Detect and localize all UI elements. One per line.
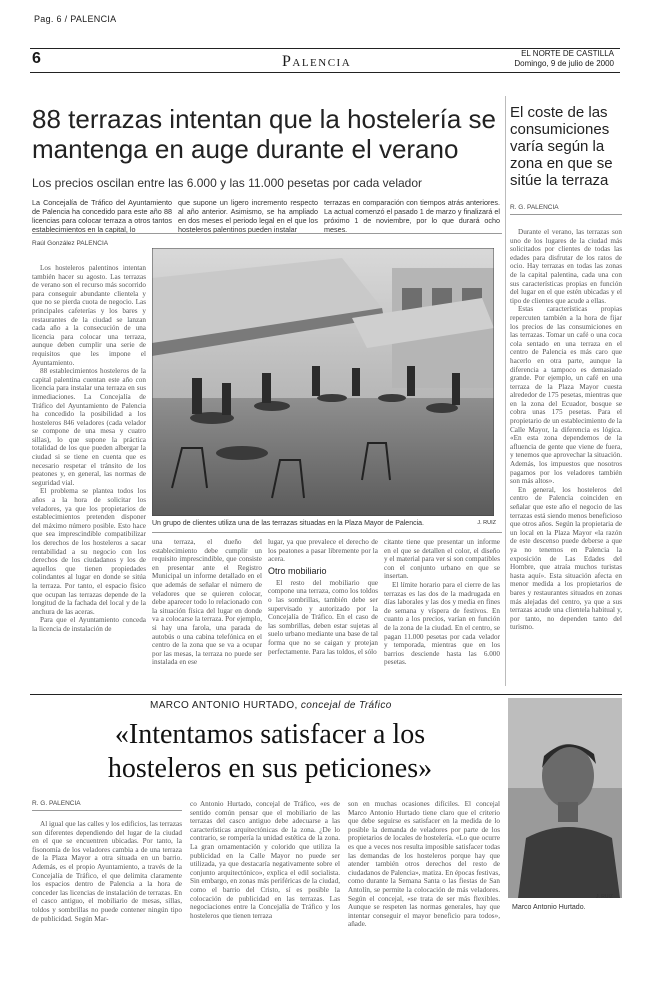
sidebar-body bbox=[510, 228, 622, 688]
article-byline: Raúl González PALENCIA bbox=[32, 240, 109, 247]
article-col-2 bbox=[152, 538, 262, 688]
lead-rule bbox=[32, 233, 502, 234]
article-col-3 bbox=[268, 538, 378, 688]
interview-paragraph: co Antonio Hurtado, concejal de Tráfico, «es de sentido común pensar que el mobiliario de las terrazas del casco antiguo debe adecuarse a las características arquitectónicas de la zona. ¿De lo contrario, se rompería la unidad estética de la zona. La gran ornamentación y colorido que utiliza la publicidad en la Calle Mayor no puede ser utilizada, ya que destacaría negativamente sobre el conjunto arquitectónico», explica el edil socialista. Sin embargo, en zonas más periféricas de la ciudad, como el barrio del Cristo, sí es posible la colocación de publicidad en las terrazas. Las negociaciones entre la Concejalía de Tráfico y los hosteleros que tienen terraza bbox=[190, 800, 340, 920]
terrace-photo bbox=[152, 248, 494, 516]
interview-rule bbox=[30, 694, 622, 695]
col3-paragraph: El resto del mobiliario que compone una terraza, como los toldos o las sombrillas, también debe ser supervisado y autorizado por la Concejalía de Tráfico. En el caso de las sombrillas, deben estar sujetas al suelo urbano mediante una base de tal forma que no se caigan y protejan perfectamente. Para las toldos, el sólo bbox=[268, 578, 378, 656]
sidebar-paragraph: En general, los hosteleros del centro de Palencia coinciden en señalar que este año el negocio de las terrazas está siendo menos beneficioso que otros años. Según la propietaria de un local en la Plaza Mayor «la razón de este descenso puede deberse a que ya no tenemos en Palencia la exposición de Las Edades del Hombre, que atraía muchos turistas hasta aquí». Esta situación afecta en menor medida a los propietarios de bares y restaurantes situados en zonas más alejadas del centro, ya que a sus terrazas acude una clientela habitual y, por tanto, no dependen tanto del turismo. bbox=[510, 485, 622, 632]
interview-heading bbox=[150, 700, 392, 711]
photo-credit: J. RUIZ bbox=[477, 520, 496, 526]
sidebar-divider bbox=[505, 96, 506, 686]
interview-col-3 bbox=[348, 800, 500, 996]
col2-paragraph: una terraza, el dueño del establecimiento debe cumplir un requisito imprescindible, que consiste en presentar ante el Registro Municipal un informe detallado en el que además de señalar el número de veladores que se quieren colocar, debe aparecer todo lo relacionado con la situación física del lugar en donde va a colocarse la terraza. Por ejemplo, si hay una farola, una parada de autobús o una cabina telefónica en el centro de la zona que se va a ocupar por las mesas, la terraza no puede ser instalada en ese bbox=[152, 538, 262, 667]
header-rule-bottom bbox=[30, 72, 620, 73]
col4-paragraph: El límite horario para el cierre de las terrazas es las dos de la madrugada en días laborales y las dos y media en fines de semana y víspera de festivos. En cuanto a los precios, varían en función de la zona de la ciudad. En el centro, se pagan 11.000 pesetas por cada velador y temporada, mientras que en los barrios desciende hasta las 6.000 pesetas. bbox=[384, 580, 500, 667]
caption-rule bbox=[152, 532, 502, 533]
lead-col-2: que supone un ligero incremento respecto al año anterior. Asimismo, se ha ampliado en dos meses el periodo legal en el que los hosteleros palentinos pueden instalar bbox=[178, 198, 318, 234]
col1-paragraph: El problema se plantea todos los años a la hora de solicitar los veladores, ya que los propietarios de establecimientos pretenden disponer del máximo número posible. Esto hace que sea imprescindible compatibilizar los derechos de los hosteleros a sacar rentabilidad a su negocio con los derechos de los ciudadanos y los de aquellos que tienen propiedades colindantes al lugar en donde se sitúa la terraza. Por tanto, el espacio físico que ocupan las terrazas depende de la longitud de la fachada del local y de la anchura de las aceras. bbox=[32, 487, 146, 616]
sidebar-paragraph: Estas características propias repercuten también a la hora de fijar los precios de las consumiciones en las terrazas. Tomar un café o una coca cola sentado en una terraza en el centro de Palencia es más caro que hacerlo en otra parte, aunque la diferencia a tampoco es demasiado grande. Por ejemplo, un café en una terraza de la Plaza Mayor cuesta alrededor de 175 pesetas, mientras que en la zona del Ecuador, bosque se cobra unas 175 pesetas. Para el propietario de un establecimiento de la Calle Mayor, la diferencia es lógica. «En esta zona dependemos de la afluencia de gente que viene de fuera, y tenemos que aprovechar la situación. Además, los impuestos que nosotros pagamos por los veladores también son más altos». bbox=[510, 305, 622, 486]
photo-caption-text: Un grupo de clientes utiliza una de las terrazas situadas en la Plaza Mayor de Palencia. bbox=[152, 520, 424, 527]
interviewee-name: MARCO ANTONIO HURTADO, bbox=[150, 700, 298, 711]
interview-quote: «Intentamos satisfacer a los hosteleros en sus peticiones» bbox=[107, 719, 433, 784]
article-col-1 bbox=[32, 264, 146, 694]
sidebar-byline: R. G. PALENCIA bbox=[510, 204, 559, 211]
photo-caption bbox=[152, 520, 502, 527]
terrace-photo-image bbox=[152, 248, 494, 516]
col4-paragraph: citante tiene que presentar un informe en el que se detallen el color, el diseño y el material para ver si son compatibles con el conjunto urbano en que se insertan. bbox=[384, 538, 500, 581]
interview-paragraph: Al igual que las calles y los edificios, las terrazas son diferentes dependiendo del lugar de la ciudad en el que se encuentren ubicadas. Por tanto, la fisonomía de los veladores cambia a de una terraza de la Plaza Mayor a otra situada en un barrio. Además, es el propio Ayuntamiento, a través de la Concejalía de Tráfico, el que delimita claramente los espacios dentro de Palencia a la hora de conceder las licencias de instalación de terrazas. En el casco antiguo, el mobiliario de mesas, sillas, toldos y sombrillas no puede contener ningún tipo de publicidad. Según Mar- bbox=[32, 820, 182, 923]
interview-byline-rule bbox=[32, 810, 182, 811]
page-folio: Pag. 6 / PALENCIA bbox=[34, 14, 117, 24]
section-title: Palencia bbox=[282, 53, 352, 70]
interview-col-2 bbox=[190, 800, 340, 996]
interview-paragraph: son en muchas ocasiones difíciles. El concejal Marco Antonio Hurtado tiene claro que el criterio que debe seguirse es satisfacer en la medida de lo posible la demanda de veladores por parte de los propietarios de locales de hostelería. «Lo que ocurre es que a veces nos resulta imposible satisfacer todas las demandas de los hosteleros porque hay que atender también otros derechos del resto de ciudadanos de Palencia», matiza. En épocas festivas, como durante la Semana Santa o las fiestas de San Antolín, se permite la colocación de más veladores. Según el concejal, «se trata de ser más flexibles. Aunque se respeten las normas generales, hay que intentar conseguir el mayor beneficio para todos», añade. bbox=[348, 800, 500, 929]
page-number: 6 bbox=[32, 50, 41, 67]
col1-paragraph: 88 establecimientos hosteleros de la capital palentina cuentan este año con licencia para instalar una terraza en sus inmediaciones. La Concejalía de Tráfico del Ayuntamiento de Palencia ha concedido la posibilidad a los hosteleros 846 veladores (cada velador se compone de una mesa y cuatro sillas), lo que supone la práctica totalidad de los que pueden albergar la ciudad si se tiene en cuenta que es necesario respetar el tránsito de los peatones y, en general, las normas de seguridad vial. bbox=[32, 367, 146, 487]
portrait-photo bbox=[508, 698, 622, 898]
paper-name: EL NORTE DE CASTILLA bbox=[521, 49, 614, 58]
article-col-4 bbox=[384, 538, 500, 688]
paper-date: Domingo, 9 de julio de 2000 bbox=[514, 59, 614, 68]
portrait-image bbox=[508, 698, 622, 898]
main-headline: 88 terrazas intentan que la hostelería se mantenga en auge durante el verano bbox=[32, 104, 496, 164]
col3-paragraph: lugar, ya que prevalece el derecho de los peatones a pasar libremente por la acera. bbox=[268, 538, 378, 564]
sidebar-headline: El coste de las consumiciones varía según la zona en que se sitúe la terraza bbox=[510, 104, 613, 189]
col1-paragraph: Los hosteleros palentinos intentan también hacer su agosto. Las terrazas de verano son el recurso más socorrido para conseguir abundante clientela y que no se pierda cuota de negocio. Las principales cafeterías y los bares y restaurantes de la ciudad se lanzan cada año a la consecución de una licencia para colocar una terraza, aunque deben cumplir una serie de requisitos que les impone el Ayuntamiento. bbox=[32, 264, 146, 367]
sidebar-paragraph: Durante el verano, las terrazas son uno de los lugares de la ciudad más solicitados por clientes de todas las edades para disfrutar de los ratos de ocio. Hay terrazas en todas las zonas de la capital palentina, cada una con sus características propias en función del lugar en el que estén ubicadas y el tipo de clientes que acude a ellas. bbox=[510, 228, 622, 305]
lead-col-1: La Concejalía de Tráfico del Ayuntamiento de Palencia ha concedido para este año 88 licencias para colocar terraza a otros tantos establecimientos en la capital, lo bbox=[32, 198, 172, 234]
interviewee-role: concejal de Tráfico bbox=[300, 700, 392, 711]
lead-col-3: terrazas en comparación con tiempos atrás anteriores. La actual comenzó el pasado 1 de marzo y finalizará el próximo 1 de noviembre, por lo que durará ocho meses. bbox=[324, 198, 500, 234]
portrait-caption: Marco Antonio Hurtado. bbox=[512, 904, 586, 911]
interview-byline: R. G. PALENCIA bbox=[32, 800, 81, 807]
col3-subtitle: Otro mobiliario bbox=[268, 565, 327, 576]
paper-info bbox=[514, 49, 614, 69]
interview-col-1 bbox=[32, 820, 182, 996]
main-subheadline: Los precios oscilan entre las 6.000 y las 11.000 pesetas por cada velador bbox=[32, 176, 423, 190]
portrait-credit: J. RUIZ bbox=[596, 894, 613, 900]
sidebar-rule bbox=[510, 214, 622, 215]
col1-paragraph: Para que el Ayuntamiento conceda la licencia de instalación de bbox=[32, 616, 146, 633]
